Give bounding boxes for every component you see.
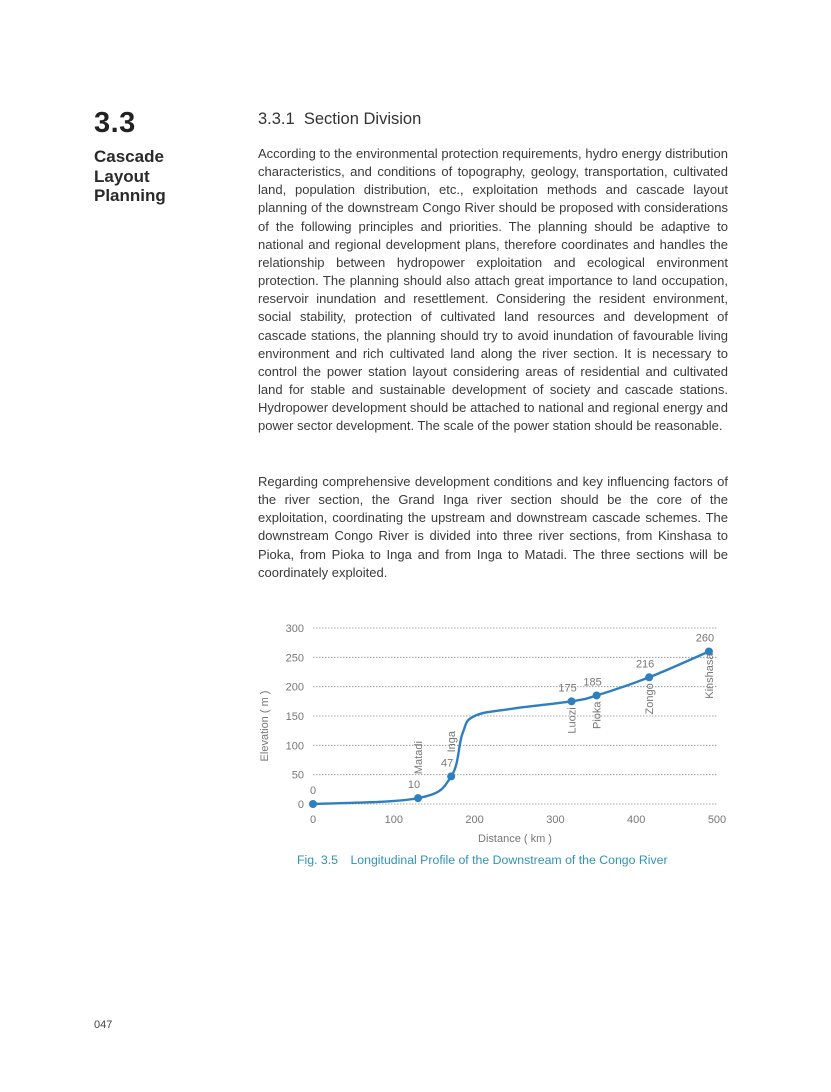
- y-axis-label: Elevation ( m ): [259, 690, 271, 762]
- y-tick-label: 0: [297, 799, 304, 811]
- x-tick-label: 300: [546, 814, 565, 826]
- elevation-profile-chart: [250, 612, 730, 852]
- subsection-title: 3.3.1 Section Division: [258, 110, 422, 128]
- data-point-marker: [645, 673, 653, 681]
- data-point-marker: [309, 800, 317, 808]
- figure-caption-text: Longitudinal Profile of the Downstream of the Congo River: [350, 853, 668, 867]
- body-paragraph-2: Regarding comprehensive development conditions and key influencing factors of the river section, the Grand Inga river section should be the core of the exploitation, coordinating the upstream and downstream cascade schemes. The downstream Congo River is divided into three river sections, from Kinshasa to Pioka, from Pioka to Inga and from Inga to Matadi. The three sections will be coordinately exploited.: [258, 474, 728, 580]
- station-label: Inga: [446, 731, 459, 753]
- section-number: 3.3: [94, 107, 136, 139]
- data-point-marker: [447, 772, 455, 780]
- chart-canvas: [250, 612, 730, 847]
- y-tick-label: 50: [291, 769, 304, 782]
- y-tick-label: 100: [285, 740, 304, 753]
- section-title: Cascade Layout Planning: [94, 147, 166, 205]
- data-point-marker: [593, 691, 601, 699]
- figure-caption: [297, 853, 668, 867]
- x-tick-label: 200: [465, 814, 484, 826]
- data-value-label: 175: [558, 682, 577, 695]
- x-axis-label: Distance ( km ): [478, 833, 552, 845]
- data-value-label: 47: [441, 757, 454, 770]
- data-point-marker: [414, 794, 422, 802]
- data-value-label: 216: [635, 658, 655, 671]
- y-tick-label: 200: [285, 681, 304, 694]
- y-tick-label: 250: [285, 652, 304, 665]
- station-label: Zongo: [644, 683, 657, 715]
- x-tick-label: 100: [384, 814, 403, 826]
- y-tick-label: 150: [285, 711, 304, 723]
- figure-number: Fig. 3.5: [297, 853, 339, 867]
- data-point-marker: [568, 697, 576, 705]
- data-value-label: 10: [407, 779, 421, 792]
- x-tick-label: 400: [627, 814, 646, 826]
- page-number: 047: [94, 1019, 113, 1031]
- station-label: Luozi: [566, 707, 579, 734]
- data-value-label: 185: [583, 676, 602, 689]
- station-label: Pioka: [591, 701, 604, 729]
- y-tick-label: 300: [285, 623, 304, 635]
- x-tick-label: 0: [309, 814, 317, 826]
- x-tick-label: 500: [707, 814, 727, 826]
- data-value-label: 260: [695, 632, 715, 645]
- station-label: Kinshasa: [703, 653, 716, 699]
- station-label: Matadi: [413, 741, 426, 775]
- body-paragraph-1: According to the environmental protection requirements, hydro energy distribution characteristics, and conditions of topography, geology, transportation, cultivated land, population distribution, etc., exploitation methods and cascade layout planning of the downstream Congo River should be proposed with considerations of the following principles and priorities. The planning should be adaptive to national and regional development plans, therefore coordinates and handles the relationship between hydropower exploitation and ecological environment protection. The planning should also attach great importance to land occupation, reservoir inundation and resettlement. Considering the resident environment, social stability, protection of cultivated land resources and development of cascade stations, the planning should try to avoid inundation of favourable living environment and rich cultivated land along the river section. It is necessary to control the power station layout considering areas of residential and cultivated land for stable and sustainable development of society and cascade stations. Hydropower development should be attached to national and regional energy and power sector development. The scale of the power station should be reasonable.: [258, 146, 728, 434]
- data-value-label: 0: [309, 785, 317, 797]
